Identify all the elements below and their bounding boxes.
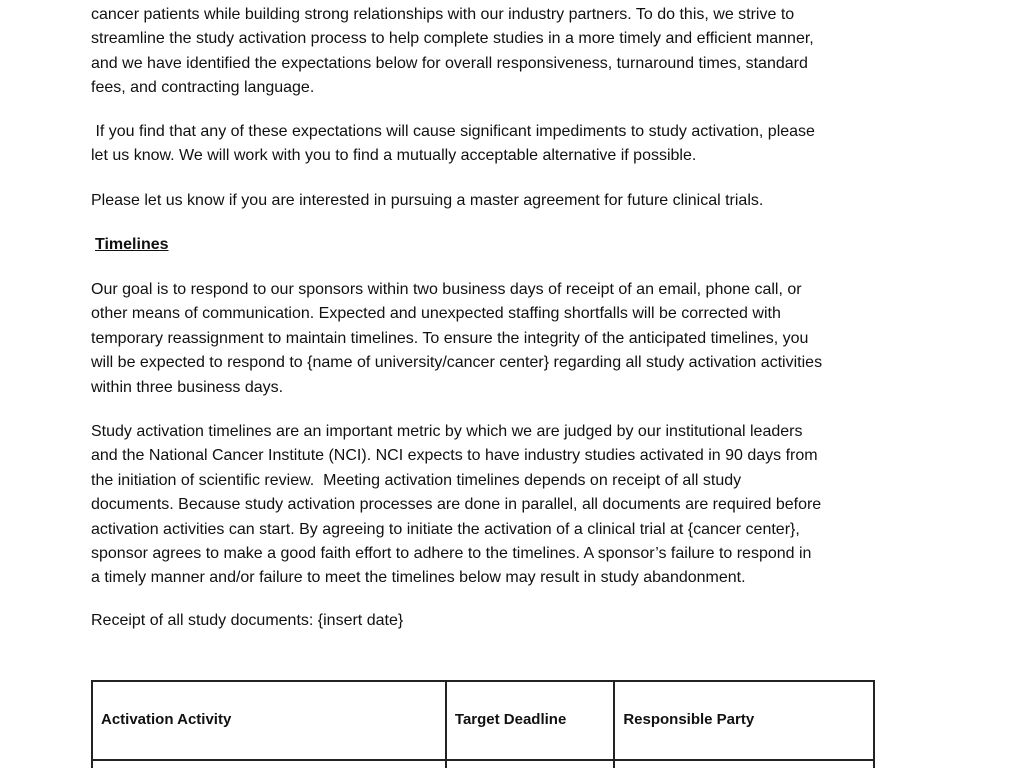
table-cell	[446, 760, 614, 768]
activation-timeline-table	[91, 680, 875, 768]
text-line: streamline the study activation process to help complete studies in a more timely and efficient manner,	[91, 30, 814, 48]
column-header-responsible-party: Responsible Party	[614, 681, 874, 760]
text-line: other means of communication. Expected and unexpected staffing shortfalls will be corrected with	[91, 305, 781, 323]
column-header-activation-activity: Activation Activity	[92, 681, 446, 760]
table-cell	[92, 760, 446, 768]
table-header-row	[92, 681, 874, 760]
column-header-target-deadline: Target Deadline	[446, 681, 614, 760]
activation-paragraph	[91, 420, 941, 591]
text-line: fees, and contracting language.	[91, 79, 315, 97]
table-row	[92, 760, 874, 768]
master-agreement-paragraph	[91, 189, 941, 213]
timelines-heading	[95, 233, 945, 257]
heading-text: Timelines	[95, 236, 169, 253]
text-line: within three business days.	[91, 378, 284, 396]
goal-paragraph	[91, 278, 941, 400]
text-line: the initiation of scientific review. Meeting activation timelines depends on receipt of all study	[91, 471, 742, 489]
text-line: Study activation timelines are an important metric by which we are judged by our institutional leaders	[91, 423, 803, 440]
intro-paragraph	[91, 3, 941, 101]
text-line: let us know. We will work with you to find a mutually acceptable alternative if possible.	[91, 147, 697, 165]
text-line: temporary reassignment to maintain timelines. To ensure the integrity of the anticipated timelines, you	[91, 329, 809, 347]
table-cell	[614, 760, 874, 768]
text-line: and we have identified the expectations below for overall responsiveness, turnaround times, standard	[91, 54, 808, 72]
text-line: If you find that any of these expectations will cause significant impediments to study activation, please	[91, 123, 815, 140]
text-line: sponsor agrees to make a good faith effort to adhere to the timelines. A sponsor’s failure to respond in	[91, 544, 812, 562]
text-line: Our goal is to respond to our sponsors within two business days of receipt of an email, phone call, or	[91, 281, 802, 298]
receipt-line	[91, 609, 941, 633]
text-line: and the National Cancer Institute (NCI). NCI expects to have industry studies activated in 90 days from	[91, 447, 818, 465]
text-line: documents. Because study activation processes are done in parallel, all documents are required before	[91, 496, 822, 514]
impediments-paragraph	[91, 120, 941, 169]
text-line: Receipt of all study documents: {insert date}	[91, 612, 404, 629]
text-line: activation activities can start. By agreeing to initiate the activation of a clinical trial at {cancer center},	[91, 520, 800, 538]
text-line: cancer patients while building strong relationships with our industry partners. To do this, we strive to	[91, 6, 795, 23]
text-line: Please let us know if you are interested in pursuing a master agreement for future clinical trials.	[91, 192, 764, 209]
text-line: a timely manner and/or failure to meet the timelines below may result in study abandonment.	[91, 569, 746, 587]
text-line: will be expected to respond to {name of university/cancer center} regarding all study activation activities	[91, 354, 823, 372]
